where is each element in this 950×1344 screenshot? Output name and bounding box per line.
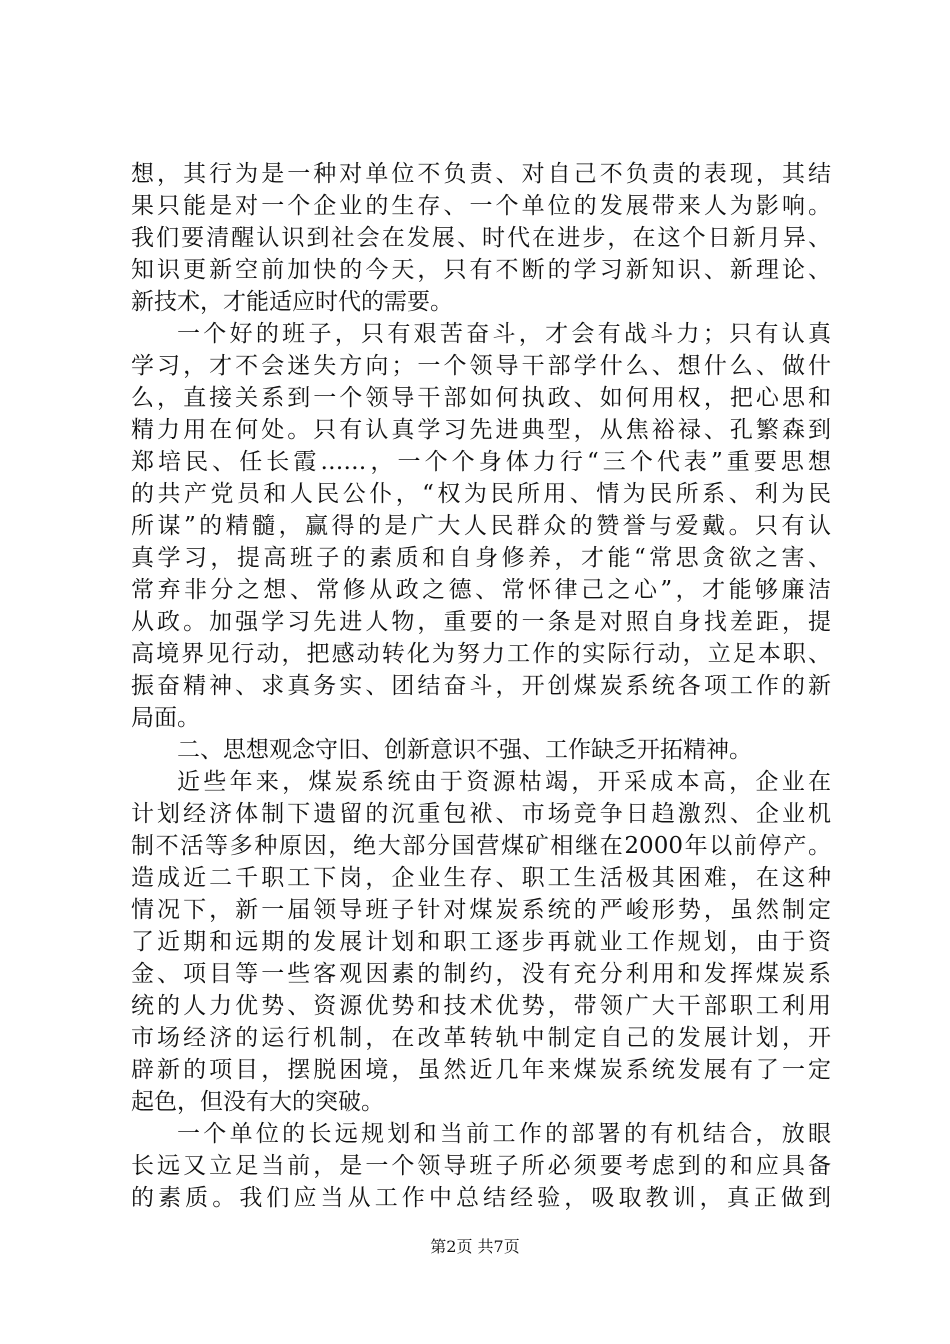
text-line: 长远又立足当前，是一个领导班子所必须要考虑到的和应具备: [131, 1153, 831, 1179]
text-line: 高境界见行动，把感动转化为努力工作的实际行动，立足本职、: [131, 641, 831, 667]
text-line: 振奋精神、求真务实、团结奋斗，开创煤炭系统各项工作的新: [131, 673, 831, 699]
text-line: 局面。: [131, 705, 200, 731]
text-line: 辟新的项目，摆脱困境，虽然近几年来煤炭系统发展有了一定: [131, 1057, 831, 1083]
paragraph-start-line: 一个好的班子，只有艰苦奋斗，才会有战斗力；只有认真: [177, 321, 831, 347]
section-heading: 二、思想观念守旧、创新意识不强、工作缺乏开拓精神。: [177, 737, 752, 763]
text-line: 起色，但没有大的突破。: [131, 1089, 384, 1115]
paragraph-start-line: 近些年来，煤炭系统由于资源枯竭，开采成本高，企业在: [177, 769, 831, 795]
text-line: 计划经济体制下遗留的沉重包袱、市场竞争日趋激烈、企业机: [131, 801, 831, 827]
text-line: 从政。加强学习先进人物，重要的一条是对照自身找差距，提: [131, 609, 831, 635]
text-line: 市场经济的运行机制，在改革转轨中制定自己的发展计划，开: [131, 1025, 831, 1051]
text-line: 常弃非分之想、常修从政之德、常怀律己之心”，才能够廉洁: [131, 577, 831, 603]
text-line: 么，直接关系到一个领导干部如何执政、如何用权，把心思和: [131, 385, 831, 411]
text-line: 想，其行为是一种对单位不负责、对自己不负责的表现，其结: [131, 161, 831, 187]
text-line: 统的人力优势、资源优势和技术优势，带领广大干部职工利用: [131, 993, 831, 1019]
text-line: 情况下，新一届领导班子针对煤炭系统的严峻形势，虽然制定: [131, 897, 831, 923]
body-text: [131, 158, 831, 1214]
text-line: 了近期和远期的发展计划和职工逐步再就业工作规划，由于资: [131, 929, 831, 955]
paragraph-start-line: 一个单位的长远规划和当前工作的部署的有机结合，放眼: [177, 1121, 831, 1147]
text-line: 学习，才不会迷失方向；一个领导干部学什么、想什么、做什: [131, 353, 831, 379]
text-line: 新技术，才能适应时代的需要。: [131, 289, 453, 315]
text-line: 精力用在何处。只有认真学习先进典型，从焦裕禄、孔繁森到: [131, 417, 831, 443]
text-line: 的共产党员和人民公仆，“权为民所用、情为民所系、利为民: [131, 481, 831, 507]
text-line: 造成近二千职工下岗，企业生存、职工生活极其困难，在这种: [131, 865, 831, 891]
text-line: 真学习，提高班子的素质和自身修养，才能“常思贪欲之害、: [131, 545, 831, 571]
text-line: 所谋”的精髓，赢得的是广大人民群众的赞誉与爱戴。只有认: [131, 513, 831, 539]
text-line: 金、项目等一些客观因素的制约，没有充分利用和发挥煤炭系: [131, 961, 831, 987]
text-line: 我们要清醒认识到社会在发展、时代在进步，在这个日新月异、: [131, 225, 831, 251]
page-number-footer: 第2页 共7页: [430, 1237, 520, 1256]
text-line: 果只能是对一个企业的生存、一个单位的发展带来人为影响。: [131, 193, 831, 219]
text-line: 郑培民、任长霞……，一个个身体力行“三个代表”重要思想: [131, 449, 831, 475]
text-line: 的素质。我们应当从工作中总结经验，吸取教训，真正做到: [131, 1185, 831, 1211]
text-line: 知识更新空前加快的今天，只有不断的学习新知识、新理论、: [131, 257, 831, 283]
text-line: 制不活等多种原因，绝大部分国营煤矿相继在2000年以前停产。: [131, 833, 831, 859]
